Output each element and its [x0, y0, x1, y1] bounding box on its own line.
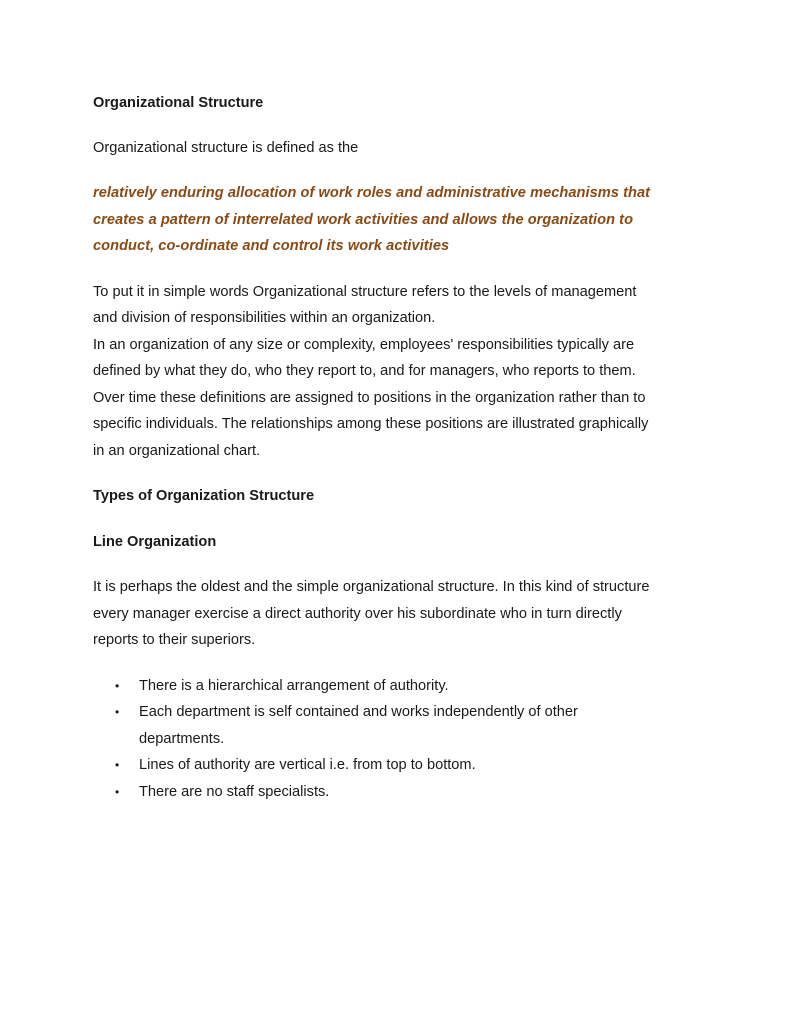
explanation-line: defined by what they do, who they report to, and for managers, who reports to them.	[93, 363, 636, 379]
types-heading: Types of Organization Structure	[93, 488, 315, 504]
spacer	[93, 555, 693, 574]
line-organization-bullet-list	[93, 673, 693, 806]
line-organization-paragraph	[93, 574, 693, 654]
bullet-icon: •	[115, 678, 120, 693]
bullet-icon: •	[115, 758, 120, 772]
spacer	[93, 510, 693, 529]
intro-text: Organizational structure is defined as the	[93, 139, 359, 156]
list-item	[93, 752, 693, 779]
list-item-text: There are no staff specialists.	[139, 783, 330, 800]
list-item-text-continued: departments.	[139, 730, 225, 747]
bullet-icon: •	[115, 784, 120, 799]
list-item	[93, 673, 693, 700]
line-organization-line: every manager exercise a direct authority over his subordinate who in turn directly	[93, 605, 622, 622]
explanation-line: in an organizational chart.	[93, 442, 261, 459]
document-body	[93, 90, 693, 805]
line-organization-line: It is perhaps the oldest and the simple organizational structure. In this kind of structure	[93, 579, 650, 595]
document-title: Organizational Structure	[93, 95, 264, 111]
explanation-line: specific individuals. The relationships among these positions are illustrated graphically	[93, 416, 649, 432]
spacer	[93, 161, 693, 180]
spacer	[93, 260, 693, 279]
explanation-line: In an organization of any size or complexity, employees' responsibilities typically are	[93, 336, 635, 353]
list-item-text: Lines of authority are vertical i.e. from top to bottom.	[139, 757, 476, 773]
list-item-text: There is a hierarchical arrangement of authority.	[139, 677, 449, 694]
explanation-line: To put it in simple words Organizational structure refers to the levels of management	[93, 283, 637, 300]
spacer	[93, 654, 693, 673]
list-item	[93, 699, 693, 752]
list-item	[93, 779, 693, 806]
line-organization-heading: Line Organization	[93, 533, 217, 550]
line-organization-line: reports to their superiors.	[93, 632, 256, 648]
explanation-line: Over time these definitions are assigned to positions in the organization rather than to	[93, 389, 646, 406]
definition-line: creates a pattern of interrelated work activities and allows the organization to	[93, 211, 634, 228]
bullet-icon: •	[115, 705, 120, 719]
list-item-text: Each department is self contained and works independently of other	[139, 704, 578, 720]
definition-line: relatively enduring allocation of work roles and administrative mechanisms that	[93, 185, 651, 201]
explanation-paragraph	[93, 279, 693, 465]
explanation-line: and division of responsibilities within an organization.	[93, 310, 436, 326]
spacer	[93, 464, 693, 483]
definition-line: conduct, co-ordinate and control its work activities	[93, 238, 450, 254]
definition-quote	[93, 180, 693, 260]
spacer	[93, 117, 693, 135]
